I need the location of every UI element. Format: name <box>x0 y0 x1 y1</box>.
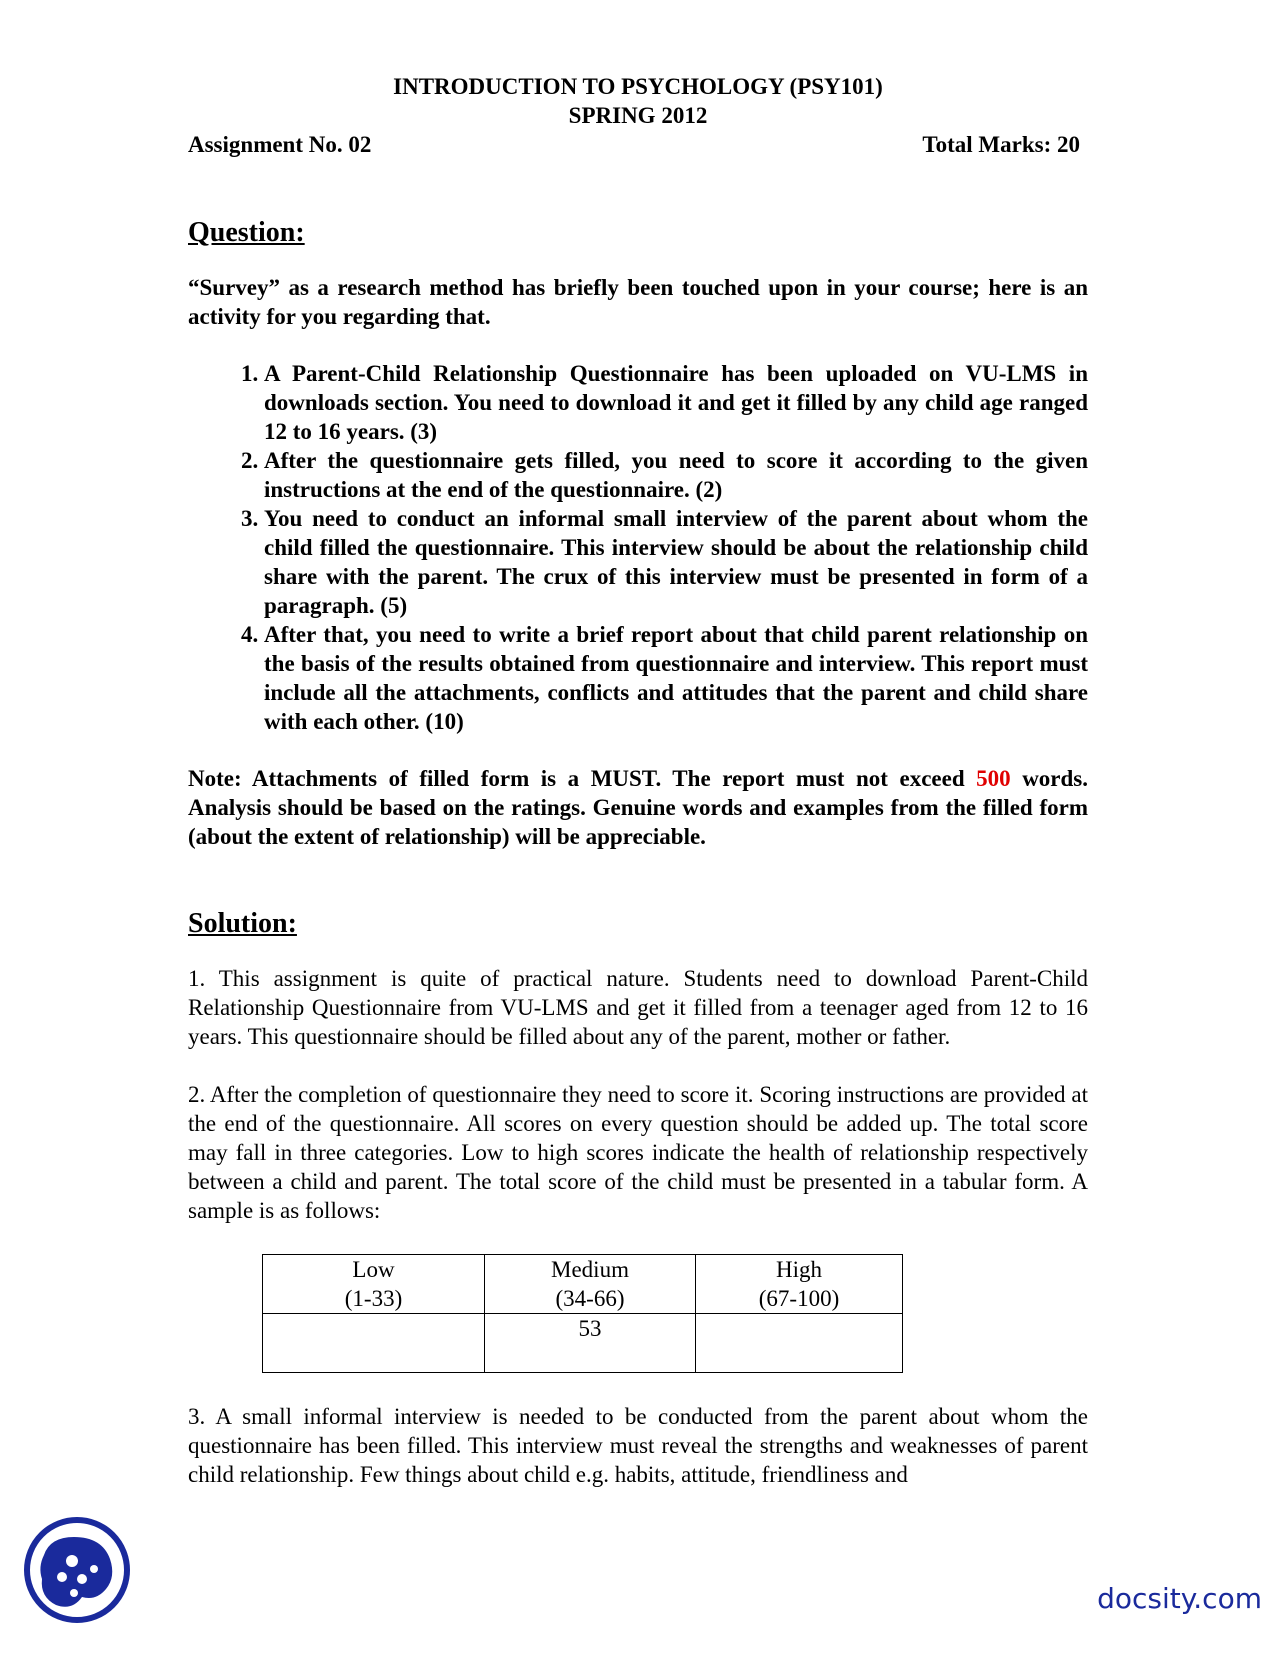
score-header-label: Low <box>352 1257 395 1282</box>
score-value-high <box>696 1314 903 1373</box>
score-header-range: (1-33) <box>344 1286 403 1311</box>
solution-heading: Solution: <box>188 908 297 939</box>
note-paragraph <box>188 764 1088 851</box>
docsity-logo-icon[interactable] <box>22 1515 132 1625</box>
score-table-header-row <box>263 1255 903 1314</box>
score-table-value-row <box>263 1314 903 1373</box>
score-header-label: High <box>776 1257 822 1282</box>
course-title: INTRODUCTION TO PSYCHOLOGY (PSY101) <box>393 74 883 99</box>
score-value-medium: 53 <box>485 1314 696 1373</box>
task-list <box>188 359 1088 736</box>
score-header-range: (34-66) <box>555 1286 625 1311</box>
note-text-start: Note: Attachments of filled form is a MUST. The report must not exceed <box>188 766 977 791</box>
task-item-3: 3. You need to conduct an informal small interview of the parent about whom the child filled the questionnaire. This interview should be about the relationship child share with the parent. The crux of this interview must be presented in form of a paragraph. (5) <box>264 504 1088 620</box>
score-header-range: (67-100) <box>758 1286 840 1311</box>
score-header-high <box>696 1255 903 1314</box>
task-item-2: 2. After the questionnaire gets filled, you need to score it according to the given instructions at the end of the questionnaire. (2) <box>264 446 1088 504</box>
note-text-end: words. Analysis should be based on the ratings. Genuine words and examples from the filled form (about the extent of relationship) will be appreciable. <box>188 766 1089 849</box>
assignment-header-row <box>188 130 1080 159</box>
solution-paragraph-1: 1. This assignment is quite of practical nature. Students need to download Parent-Child Relationship Questionnaire from VU-LMS and get it filled from a teenager aged from 12 to 16 years. This questionnaire should be filled about any of the parent, mother or father. <box>188 966 1088 1049</box>
score-table <box>262 1254 903 1373</box>
task-item-1: 1. A Parent-Child Relationship Questionnaire has been uploaded on VU-LMS in downloads section. You need to download it and get it filled by any child age ranged 12 to 16 years. (3) <box>264 359 1088 446</box>
semester: SPRING 2012 <box>568 103 708 128</box>
total-marks: Total Marks: 20 <box>922 132 1080 157</box>
question-intro: “Survey” as a research method has briefly been touched upon in your course; here is an activity for you regarding that. <box>188 275 1088 329</box>
score-value-low <box>263 1314 485 1373</box>
task-item-4: 4. After that, you need to write a brief report about that child parent relationship on the basis of the results obtained from questionnaire and interview. This report must include all the attachments, conflicts and attitudes that the parent and child share with each other. (10) <box>264 620 1088 736</box>
solution-paragraph-2: 2. After the completion of questionnaire they need to score it. Scoring instructions are provided at the end of the questionnaire. All scores on every question should be added up. The total score may fall in three categories. Low to high scores indicate the health of relationship respectively between a child and parent. The total score of the child must be presented in a tabular form. A sample is as follows: <box>188 1082 1088 1223</box>
score-header-medium <box>485 1255 696 1314</box>
word-limit-highlight: 500 <box>976 766 1011 791</box>
docsity-brand-link[interactable]: docsity.com <box>1097 1582 1262 1615</box>
score-header-low <box>263 1255 485 1314</box>
score-header-label: Medium <box>551 1257 629 1282</box>
assignment-number: Assignment No. 02 <box>188 132 372 157</box>
solution-paragraph-3: 3. A small informal interview is needed to be conducted from the parent about whom the questionnaire has been filled. This interview must reveal the strengths and weaknesses of parent child relationship. Few things about child e.g. habits, attitude, friendliness and <box>188 1404 1088 1487</box>
document-page <box>188 72 1088 1518</box>
question-heading: Question: <box>188 217 305 248</box>
